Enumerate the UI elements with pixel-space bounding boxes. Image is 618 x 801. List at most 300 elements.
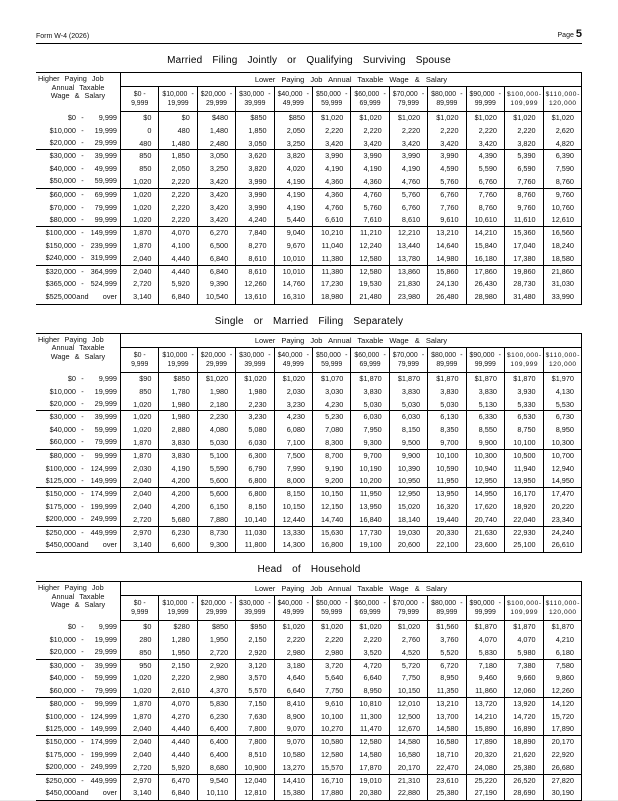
column-range-bottom: 49,999: [282, 609, 304, 617]
wage-amount-cell: 1,950: [159, 647, 197, 660]
wage-amount-cell: 3,420: [351, 138, 389, 151]
wage-amount-cell: 6,760: [428, 189, 466, 202]
wage-amount-cell: 8,950: [428, 672, 466, 685]
wage-amount-cell: $1,020: [275, 373, 313, 386]
wage-amount-cell: 1,480: [198, 125, 236, 138]
label-part: -: [383, 600, 386, 608]
wage-amount-cell: 2,610: [159, 685, 197, 698]
wage-amount-cell: 6,230: [159, 527, 197, 540]
label-part: -: [538, 351, 542, 359]
wage-amount-cell: 3,420: [198, 176, 236, 189]
label-part: $0 -: [133, 600, 146, 608]
wage-amount-cell: 4,240: [236, 214, 274, 227]
wage-amount-cell: 2,720: [121, 278, 159, 291]
wage-amount-cell: 4,190: [275, 202, 313, 215]
label-part: -: [81, 399, 84, 409]
row-range-label: [36, 163, 121, 176]
higher-paying-job-header: [36, 334, 121, 373]
wage-amount-cell: 1,870: [121, 437, 159, 450]
wage-amount-cell: 7,800: [236, 723, 274, 736]
wage-amount-cell: 3,830: [428, 386, 466, 399]
label-part: 174,999: [90, 737, 117, 747]
label-part: $20,000: [200, 600, 226, 608]
label-part: -: [81, 373, 84, 383]
wage-amount-cell: 6,530: [505, 411, 544, 424]
higher-paying-job-header-line: Annual Taxable: [51, 591, 105, 601]
wage-amount-cell: 4,080: [198, 424, 236, 437]
label-part: -: [81, 228, 84, 238]
wage-amount-cell: 13,780: [390, 253, 428, 266]
wage-amount-cell: 4,210: [544, 634, 582, 647]
wage-amount-cell: 8,730: [198, 527, 236, 540]
wage-amount-cell: 480: [121, 138, 159, 151]
row-range-label: [36, 698, 121, 711]
wage-amount-cell: 5,920: [159, 762, 197, 775]
table-section-head-of-household: [36, 564, 582, 801]
wage-amount-cell: 20,220: [544, 501, 582, 514]
wage-amount-cell: 6,130: [428, 411, 466, 424]
wage-amount-cell: 3,180: [275, 660, 313, 673]
wage-amount-cell: 22,040: [505, 514, 544, 527]
wage-amount-cell: 18,240: [544, 240, 582, 253]
wage-amount-cell: 2,040: [121, 488, 159, 501]
wage-amount-cell: 3,820: [236, 163, 274, 176]
wage-amount-cell: 10,110: [198, 787, 236, 800]
label-part: $80,000: [49, 214, 76, 224]
row-range-label: [36, 685, 121, 698]
wage-amount-cell: 12,950: [467, 475, 505, 488]
label-part: -: [538, 91, 542, 98]
wage-amount-cell: 19,100: [351, 539, 389, 552]
form-number-label: Form W-4 (2026): [36, 33, 90, 40]
row-range-label: [36, 501, 121, 514]
row-range-label: [36, 527, 121, 540]
wage-amount-cell: 2,050: [275, 125, 313, 138]
wage-amount-cell: 4,020: [275, 163, 313, 176]
higher-paying-job-header: [36, 73, 121, 112]
row-range-label: [36, 775, 121, 788]
wage-amount-cell: 16,180: [467, 253, 505, 266]
wage-amount-cell: 10,540: [198, 291, 236, 304]
column-range-top: [201, 599, 232, 608]
wage-amount-cell: 4,070: [505, 634, 544, 647]
wage-amount-cell: 14,410: [275, 775, 313, 788]
wage-amount-cell: 1,480: [159, 138, 197, 151]
wage-amount-cell: 2,970: [121, 527, 159, 540]
wage-amount-cell: 12,950: [390, 488, 428, 501]
column-range-header: [428, 596, 466, 621]
wage-amount-cell: 6,610: [313, 214, 351, 227]
wage-amount-cell: 2,980: [198, 672, 236, 685]
column-range-bottom: 120,000: [548, 360, 577, 368]
column-range-top: [124, 599, 155, 608]
label-part: -: [191, 600, 194, 608]
wage-amount-cell: 16,560: [544, 227, 582, 240]
label-part: -: [81, 527, 84, 537]
wage-amount-cell: 850: [121, 386, 159, 399]
wage-amount-cell: 1,020: [121, 214, 159, 227]
label-part: -: [81, 202, 84, 212]
column-range-top: [393, 90, 424, 99]
column-range-bottom: 120,000: [548, 100, 577, 107]
label-part: 449,999: [90, 527, 117, 537]
wage-amount-cell: 0: [121, 125, 159, 138]
label-part: over: [102, 540, 117, 550]
row-range-label: [36, 214, 121, 227]
wage-amount-cell: 5,600: [198, 488, 236, 501]
wage-amount-cell: 20,330: [428, 527, 466, 540]
wage-amount-cell: 5,980: [505, 647, 544, 660]
wage-amount-cell: 4,200: [159, 488, 197, 501]
wage-amount-cell: 13,270: [275, 762, 313, 775]
wage-amount-cell: 18,580: [544, 253, 582, 266]
wage-amount-cell: 8,410: [275, 698, 313, 711]
wage-amount-cell: 5,760: [390, 189, 428, 202]
column-range-top: [201, 351, 232, 360]
wage-amount-cell: 2,720: [121, 514, 159, 527]
wage-amount-cell: 26,610: [544, 539, 582, 552]
label-part: $30,000: [49, 660, 76, 670]
wage-amount-cell: 4,070: [159, 227, 197, 240]
label-part: 49,999: [94, 164, 117, 174]
wage-amount-cell: 9,700: [428, 437, 466, 450]
wage-table: [36, 581, 582, 801]
wage-amount-cell: 4,440: [159, 736, 197, 749]
wage-amount-cell: 10,190: [351, 463, 389, 476]
wage-amount-cell: 6,180: [544, 647, 582, 660]
label-part: $80,000: [49, 698, 76, 708]
wage-amount-cell: 2,220: [275, 634, 313, 647]
row-range-label: [36, 450, 121, 463]
column-range-bottom: 89,999: [436, 100, 458, 107]
wage-amount-cell: 1,280: [159, 634, 197, 647]
wage-amount-cell: 5,720: [390, 660, 428, 673]
wage-amount-cell: 2,220: [351, 634, 389, 647]
label-part: $150,000: [45, 240, 76, 250]
row-range-label: [36, 634, 121, 647]
wage-amount-cell: 18,980: [313, 291, 351, 304]
column-range-bottom: 19,999: [167, 609, 189, 617]
wage-amount-cell: 8,150: [236, 501, 274, 514]
column-range-header: [428, 348, 466, 373]
column-range-top: [431, 351, 462, 360]
wage-amount-cell: 11,940: [505, 463, 544, 476]
wage-amount-cell: 8,760: [467, 202, 505, 215]
label-part: $100,000: [506, 600, 539, 608]
row-range-label: [36, 227, 121, 240]
column-range-bottom: 9,999: [131, 609, 149, 617]
label-part: $200,000: [45, 762, 76, 772]
wage-amount-cell: 2,040: [121, 736, 159, 749]
label-part: $0: [67, 113, 76, 122]
wage-amount-cell: 10,210: [313, 227, 351, 240]
wage-amount-cell: $1,020: [236, 373, 274, 386]
label-part: $10,000: [49, 125, 76, 135]
label-part: $30,000: [49, 151, 76, 161]
column-range-bottom: 59,999: [321, 100, 343, 107]
wage-amount-cell: 11,210: [351, 227, 389, 240]
label-part: -: [268, 91, 271, 98]
wage-amount-cell: $850: [159, 373, 197, 386]
label-part: $150,000: [45, 489, 76, 499]
row-range-label: [36, 176, 121, 189]
label-part: -: [81, 214, 84, 224]
wage-amount-cell: 6,790: [236, 463, 274, 476]
wage-amount-cell: 24,240: [544, 527, 582, 540]
wage-amount-cell: 7,100: [275, 437, 313, 450]
wage-amount-cell: 17,040: [505, 240, 544, 253]
label-part: $60,000: [49, 685, 76, 695]
label-part: $150,000: [45, 737, 76, 747]
wage-amount-cell: 6,800: [236, 488, 274, 501]
wage-amount-cell: 3,140: [121, 787, 159, 800]
wage-amount-cell: 10,140: [236, 514, 274, 527]
column-range-top: [546, 90, 580, 99]
wage-amount-cell: 17,880: [313, 787, 351, 800]
wage-amount-cell: 6,150: [198, 501, 236, 514]
row-range-label: [36, 621, 121, 634]
table-section-single-or-mfs: [36, 316, 582, 553]
wage-amount-cell: 13,950: [428, 488, 466, 501]
wage-amount-cell: 7,990: [275, 463, 313, 476]
row-range-label: [36, 202, 121, 215]
wage-amount-cell: 3,030: [313, 386, 351, 399]
label-part: over: [102, 292, 117, 302]
label-part: -: [383, 91, 386, 98]
wage-amount-cell: 13,440: [390, 240, 428, 253]
wage-amount-cell: 8,750: [505, 424, 544, 437]
column-range-bottom: 19,999: [167, 360, 189, 368]
label-part: $250,000: [45, 527, 76, 537]
wage-amount-cell: 5,600: [198, 475, 236, 488]
wage-amount-cell: 13,950: [505, 475, 544, 488]
wage-amount-cell: 4,100: [159, 240, 197, 253]
wage-amount-cell: 12,580: [351, 253, 389, 266]
wage-amount-cell: 3,990: [236, 176, 274, 189]
column-range-top: [316, 599, 347, 608]
column-range-header: [159, 596, 197, 621]
label-part: $70,000: [49, 202, 76, 212]
label-part: -: [345, 600, 348, 608]
wage-amount-cell: 2,040: [121, 266, 159, 279]
wage-amount-cell: 2,970: [121, 775, 159, 788]
column-range-header: [351, 348, 389, 373]
wage-amount-cell: 850: [121, 150, 159, 163]
row-range-label: [36, 463, 121, 476]
wage-amount-cell: 10,500: [505, 450, 544, 463]
wage-amount-cell: 1,980: [236, 386, 274, 399]
wage-amount-cell: 4,440: [159, 266, 197, 279]
wage-amount-cell: 6,840: [159, 291, 197, 304]
column-range-header: [428, 87, 466, 112]
wage-amount-cell: 2,180: [198, 399, 236, 412]
wage-amount-cell: $1,970: [544, 373, 582, 386]
wage-amount-cell: 14,580: [428, 723, 466, 736]
label-part: 124,999: [90, 463, 117, 473]
wage-amount-cell: 5,230: [313, 411, 351, 424]
wage-amount-cell: 17,860: [467, 266, 505, 279]
wage-amount-cell: 8,270: [236, 240, 274, 253]
column-range-bottom: 79,999: [397, 360, 419, 368]
wage-amount-cell: 9,670: [275, 240, 313, 253]
label-part: $80,000: [431, 351, 457, 359]
label-part: -: [81, 685, 84, 695]
wage-amount-cell: 25,380: [505, 762, 544, 775]
wage-amount-cell: 31,480: [505, 291, 544, 304]
wage-amount-cell: 2,030: [275, 386, 313, 399]
label-part: 79,999: [94, 202, 117, 212]
wage-amount-cell: 9,760: [505, 202, 544, 215]
wage-amount-cell: 25,380: [428, 787, 466, 800]
row-range-label: [36, 125, 121, 138]
wage-amount-cell: 2,040: [121, 749, 159, 762]
wage-amount-cell: 3,420: [198, 214, 236, 227]
label-part: $100,000: [45, 711, 76, 721]
wage-amount-cell: 4,360: [313, 176, 351, 189]
higher-paying-job-header-line: Annual Taxable: [51, 343, 105, 353]
wage-amount-cell: 2,880: [159, 424, 197, 437]
wage-amount-cell: 12,500: [390, 711, 428, 724]
wage-amount-cell: 2,220: [428, 125, 466, 138]
wage-amount-cell: $1,020: [198, 373, 236, 386]
column-range-top: [162, 90, 193, 99]
wage-amount-cell: 3,420: [198, 202, 236, 215]
column-range-bottom: 49,999: [282, 100, 304, 107]
wage-amount-cell: $1,870: [544, 621, 582, 634]
wage-amount-cell: 8,610: [236, 253, 274, 266]
wage-amount-cell: 17,230: [313, 278, 351, 291]
row-range-label: [36, 514, 121, 527]
row-range-label: [36, 411, 121, 424]
wage-amount-cell: $1,020: [467, 112, 505, 125]
wage-amount-cell: 15,630: [313, 527, 351, 540]
wage-amount-cell: 14,120: [544, 698, 582, 711]
column-range-header: [159, 87, 197, 112]
wage-amount-cell: 7,880: [198, 514, 236, 527]
wage-amount-cell: 14,210: [467, 711, 505, 724]
wage-amount-cell: $1,020: [390, 621, 428, 634]
label-part: $40,000: [277, 600, 303, 608]
label-part: $20,000: [200, 351, 226, 359]
wage-amount-cell: 4,190: [313, 163, 351, 176]
wage-amount-cell: 13,860: [390, 266, 428, 279]
row-range-label: [36, 373, 121, 386]
row-range-label: [36, 278, 121, 291]
column-range-top: [354, 351, 385, 360]
higher-paying-job-header-line: Wage & Salary: [50, 351, 106, 361]
wage-amount-cell: 6,840: [198, 266, 236, 279]
label-part: 239,999: [90, 240, 117, 250]
label-part: $50,000: [315, 600, 341, 608]
row-range-label: [36, 189, 121, 202]
wage-amount-cell: 5,680: [159, 514, 197, 527]
row-range-label: [36, 437, 121, 450]
wage-amount-cell: 16,580: [390, 749, 428, 762]
column-range-top: [507, 599, 542, 608]
wage-amount-cell: 28,690: [505, 787, 544, 800]
page-number: [558, 28, 582, 40]
wage-amount-cell: 15,840: [467, 240, 505, 253]
wage-amount-cell: 9,700: [351, 450, 389, 463]
wage-amount-cell: 6,230: [198, 711, 236, 724]
label-part: -: [81, 164, 84, 174]
wage-amount-cell: 11,380: [313, 253, 351, 266]
wage-amount-cell: 27,820: [544, 775, 582, 788]
wage-amount-cell: 850: [121, 163, 159, 176]
label-part: -: [81, 475, 84, 485]
wage-amount-cell: 9,900: [467, 437, 505, 450]
wage-amount-cell: 15,380: [275, 787, 313, 800]
label-part: $60,000: [354, 600, 380, 608]
wage-amount-cell: 5,100: [198, 450, 236, 463]
wage-amount-cell: 2,220: [159, 214, 197, 227]
wage-amount-cell: 2,050: [159, 163, 197, 176]
wage-amount-cell: 5,390: [505, 150, 544, 163]
wage-amount-cell: 7,950: [351, 424, 389, 437]
label-part: -: [421, 91, 425, 98]
wage-amount-cell: 3,620: [236, 150, 274, 163]
label-part: $90,000: [469, 91, 495, 98]
label-part: -: [81, 240, 84, 250]
wage-amount-cell: 19,530: [351, 278, 389, 291]
label-part: $20,000: [49, 399, 76, 409]
column-range-bottom: 99,999: [474, 360, 496, 368]
wage-amount-cell: 6,590: [505, 163, 544, 176]
wage-amount-cell: 13,700: [428, 711, 466, 724]
higher-paying-job-header-line: Annual Taxable: [51, 82, 105, 92]
wage-amount-cell: 4,360: [351, 176, 389, 189]
wage-amount-cell: 18,920: [505, 501, 544, 514]
row-range-label: [36, 386, 121, 399]
wage-amount-cell: 10,610: [467, 214, 505, 227]
label-part: and: [76, 540, 89, 550]
wage-amount-cell: 23,340: [544, 514, 582, 527]
row-range-label: [36, 138, 121, 151]
wage-amount-cell: 6,400: [198, 749, 236, 762]
wage-amount-cell: 26,680: [544, 762, 582, 775]
wage-amount-cell: 18,890: [505, 736, 544, 749]
label-part: $0: [67, 373, 76, 383]
label-part: -: [81, 450, 84, 460]
wage-amount-cell: 6,640: [275, 685, 313, 698]
column-range-bottom: 109,999: [510, 360, 539, 368]
table-title: Married Filing Jointly or Qualifying Surviving Spouse: [167, 55, 451, 66]
label-part: $50,000: [315, 351, 341, 359]
wage-amount-cell: 280: [121, 634, 159, 647]
label-part: -: [498, 600, 501, 608]
wage-amount-cell: 15,860: [428, 266, 466, 279]
wage-amount-cell: $90: [121, 373, 159, 386]
wage-amount-cell: 5,530: [544, 399, 582, 412]
wage-amount-cell: 13,210: [428, 227, 466, 240]
wage-amount-cell: 17,870: [351, 762, 389, 775]
wage-amount-cell: 2,040: [121, 501, 159, 514]
label-part: $100,000: [45, 228, 76, 238]
wage-amount-cell: 2,980: [275, 647, 313, 660]
wage-amount-cell: 5,030: [198, 437, 236, 450]
wage-amount-cell: $280: [159, 621, 197, 634]
wage-amount-cell: 22,880: [390, 787, 428, 800]
column-range-top: [393, 599, 424, 608]
wage-amount-cell: 9,390: [198, 278, 236, 291]
table-title: Head of Household: [257, 564, 361, 576]
wage-amount-cell: 950: [121, 660, 159, 673]
wage-amount-cell: 6,400: [198, 723, 236, 736]
wage-amount-cell: 5,920: [159, 278, 197, 291]
label-part: 39,999: [94, 151, 117, 161]
column-range-header: [236, 87, 274, 112]
label-part: -: [577, 600, 580, 608]
